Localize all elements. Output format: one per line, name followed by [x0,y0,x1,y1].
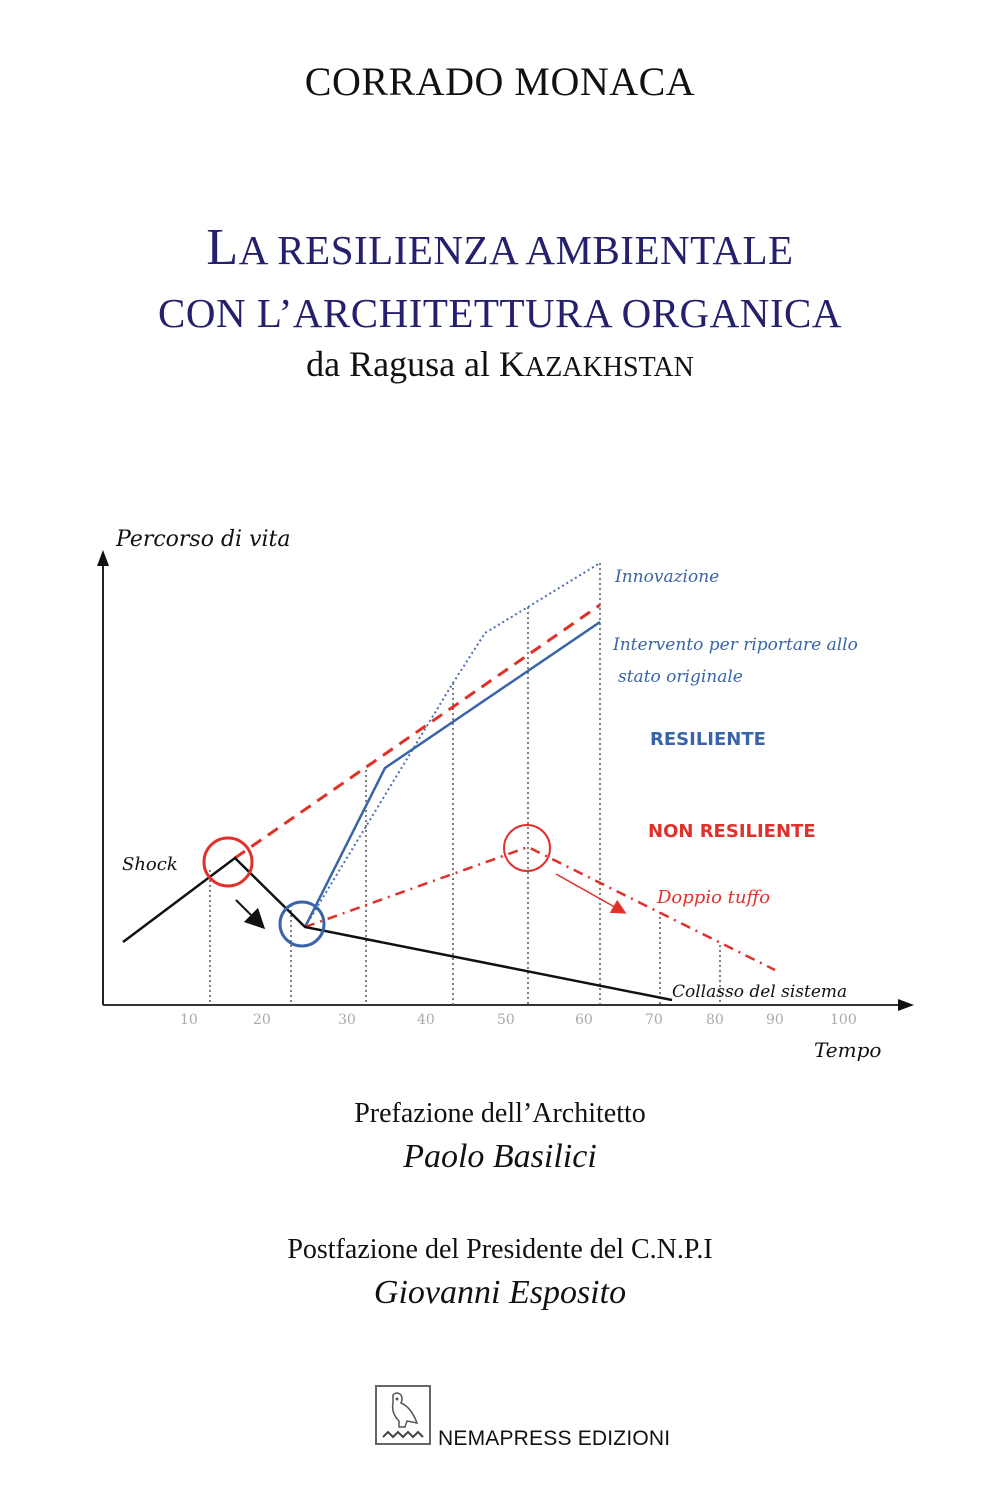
collasso-label: Collasso del sistema [672,982,848,1002]
svg-text:90: 90 [766,1012,784,1028]
series-collasso [123,858,672,1000]
title-a: A [238,227,267,273]
x-axis-label: Tempo [814,1038,882,1062]
publisher-logo [375,1385,431,1445]
svg-text:30: 30 [338,1012,356,1028]
svg-text:50: 50 [497,1012,515,1028]
svg-text:20: 20 [253,1012,271,1028]
x-axis-arrow-icon [898,999,914,1011]
title-line-2-text: CON L’ARCHITETTURA ORGANICA [158,290,842,336]
doppio-tuffo-label: Doppio tuffo [657,887,771,908]
svg-text:40: 40 [417,1012,435,1028]
preface-label: Prefazione dell’Architetto [354,1098,646,1129]
y-axis-label: Percorso di vita [116,527,291,552]
svg-text:80: 80 [706,1012,724,1028]
intervento-label-1: Intervento per riportare allo [613,635,858,655]
non-resiliente-label: NON RESILIENTE [648,821,816,842]
y-axis [97,550,109,1005]
svg-text:70: 70 [645,1012,663,1028]
intervento-label-2: stato originale [618,667,743,687]
postface-label: Postfazione del Presidente del C.N.P.I [287,1234,713,1265]
publisher-name: NEMAPRESS EDIZIONI [438,1427,671,1450]
resiliente-label: RESILIENTE [650,729,766,750]
subtitle-prefix: da Ragusa al [306,344,500,384]
title-initial: L [206,219,239,276]
preface-author: Paolo Basilici [403,1138,597,1175]
owl-icon [377,1387,429,1443]
y-axis-arrow-icon [97,550,109,566]
double-dip-circle [504,825,550,871]
postface-author: Giovanni Esposito [373,1274,627,1311]
subtitle-rest: AZAKHSTAN [525,352,694,383]
shock-label: Shock [122,854,178,875]
shock-arrow-icon [236,900,258,922]
waves-icon [383,1432,423,1437]
author-name: CORRADO MONACA [304,59,696,104]
double-dip-arrow-icon [556,874,620,910]
svg-text:60: 60 [575,1012,593,1028]
title-line-1-text: RESILIENZA AMBIENTALE [266,227,794,273]
series-resiliente-trend [235,605,600,858]
x-tick-labels [180,1012,857,1028]
innovazione-label: Innovazione [615,567,720,587]
svg-text:100: 100 [830,1012,857,1028]
svg-text:10: 10 [180,1012,198,1028]
subtitle-cap: K [499,344,526,384]
series-doppio-tuffo [305,847,775,970]
